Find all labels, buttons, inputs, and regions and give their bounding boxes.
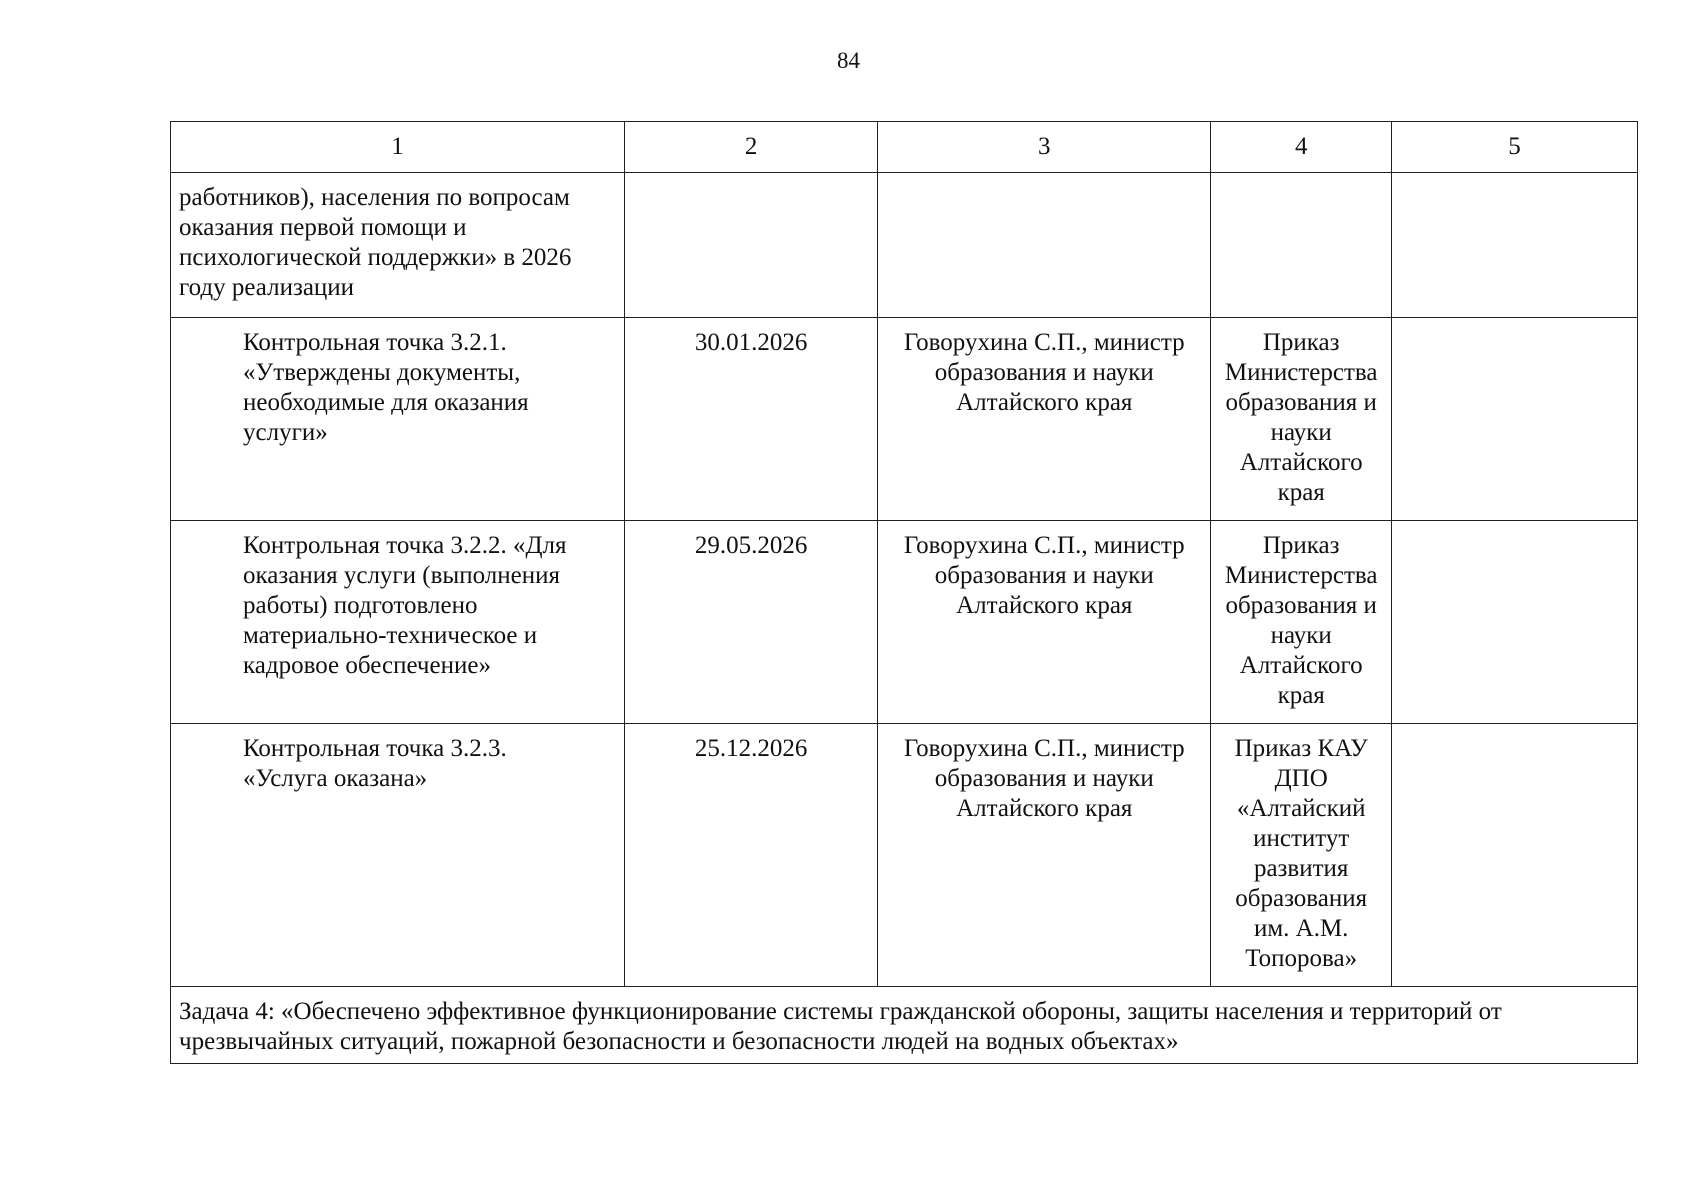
header-col-5: 5	[1392, 122, 1638, 173]
text-line: Алтайского	[1239, 652, 1363, 679]
checkpoint-col5	[1392, 318, 1638, 521]
task-heading	[171, 987, 1638, 1064]
header-col-3: 3	[878, 122, 1211, 173]
text-line: образования	[1235, 885, 1368, 912]
text-line: образования и	[1225, 389, 1377, 416]
text-line: работников), населения по вопросам	[179, 184, 570, 211]
empty-cell	[624, 173, 877, 318]
text-line: развития	[1253, 855, 1349, 882]
text-line: науки	[1270, 419, 1332, 446]
table-row	[171, 724, 1638, 987]
checkpoint-document	[1211, 318, 1392, 521]
text-line: Министерства	[1224, 562, 1378, 589]
text-line: Алтайского края	[956, 795, 1133, 822]
text-line: институт	[1253, 825, 1350, 852]
empty-cell	[878, 173, 1211, 318]
table-header-row	[171, 122, 1638, 173]
text-line: психологической поддержки» в 2026	[179, 244, 572, 271]
text-line: необходимые для оказания	[243, 389, 529, 416]
text-line: им. А.М.	[1253, 915, 1349, 942]
text-line: Контрольная точка 3.2.2. «Для	[243, 532, 567, 559]
text-line: Контрольная точка 3.2.1.	[243, 329, 507, 356]
text-line: Приказ КАУ	[1234, 735, 1368, 762]
text-line: Алтайского края	[956, 592, 1133, 619]
text-line: образования и науки	[934, 765, 1154, 792]
text-line: работы) подготовлено	[243, 592, 478, 619]
text-line: кадровое обеспечение»	[243, 652, 491, 679]
text-line: Контрольная точка 3.2.3.	[243, 735, 507, 762]
text-line: Топорова»	[1245, 945, 1358, 972]
continuation-row	[171, 173, 1638, 318]
text-line: оказания услуги (выполнения	[243, 562, 560, 589]
text-line: чрезвычайных ситуаций, пожарной безопасности и безопасности людей на водных объектах»	[179, 1028, 1179, 1055]
text-line: Алтайского края	[956, 389, 1133, 416]
text-line: Приказ	[1262, 532, 1340, 559]
task-row	[171, 987, 1638, 1064]
checkpoint-document	[1211, 724, 1392, 987]
text-line: Алтайского	[1239, 449, 1363, 476]
text-line: услуги»	[243, 419, 328, 446]
table-row	[171, 521, 1638, 724]
text-line: году реализации	[179, 274, 355, 301]
checkpoint-responsible	[878, 521, 1211, 724]
header-col-1: 1	[171, 122, 625, 173]
text-line: материально-техническое и	[243, 622, 538, 649]
page-number: 84	[837, 48, 860, 73]
text-line: «Утверждены документы,	[243, 359, 521, 386]
text-line: образования и науки	[934, 562, 1154, 589]
checkpoint-col5	[1392, 724, 1638, 987]
continuation-text	[171, 173, 625, 318]
empty-cell	[1211, 173, 1392, 318]
text-line: «Услуга оказана»	[243, 765, 428, 792]
checkpoint-responsible	[878, 318, 1211, 521]
table-row	[171, 318, 1638, 521]
checkpoint-title	[171, 521, 625, 724]
text-line: «Алтайский	[1236, 795, 1366, 822]
text-line: Говорухина С.П., министр	[903, 735, 1185, 762]
text-line: оказания первой помощи и	[179, 214, 467, 241]
empty-cell	[1392, 173, 1638, 318]
checkpoint-responsible	[878, 724, 1211, 987]
header-col-2: 2	[624, 122, 877, 173]
text-line: науки	[1270, 622, 1332, 649]
text-line: Говорухина С.П., министр	[903, 329, 1185, 356]
text-line: края	[1277, 682, 1325, 709]
checkpoint-title	[171, 724, 625, 987]
text-line: образования и науки	[934, 359, 1154, 386]
text-line: ДПО	[1274, 765, 1328, 792]
text-line: Министерства	[1224, 359, 1378, 386]
checkpoint-document	[1211, 521, 1392, 724]
checkpoint-date: 30.01.2026	[624, 318, 877, 521]
text-line: края	[1277, 479, 1325, 506]
checkpoint-title	[171, 318, 625, 521]
checkpoint-date: 29.05.2026	[624, 521, 877, 724]
text-line: Говорухина С.П., министр	[903, 532, 1185, 559]
text-line: Приказ	[1262, 329, 1340, 356]
text-line: Задача 4: «Обеспечено эффективное функционирование системы гражданской обороны, защиты населения и территорий от	[179, 998, 1502, 1025]
header-col-4: 4	[1211, 122, 1392, 173]
checkpoint-col5	[1392, 521, 1638, 724]
checkpoint-date: 25.12.2026	[624, 724, 877, 987]
text-line: образования и	[1225, 592, 1377, 619]
plan-table	[170, 121, 1638, 1064]
